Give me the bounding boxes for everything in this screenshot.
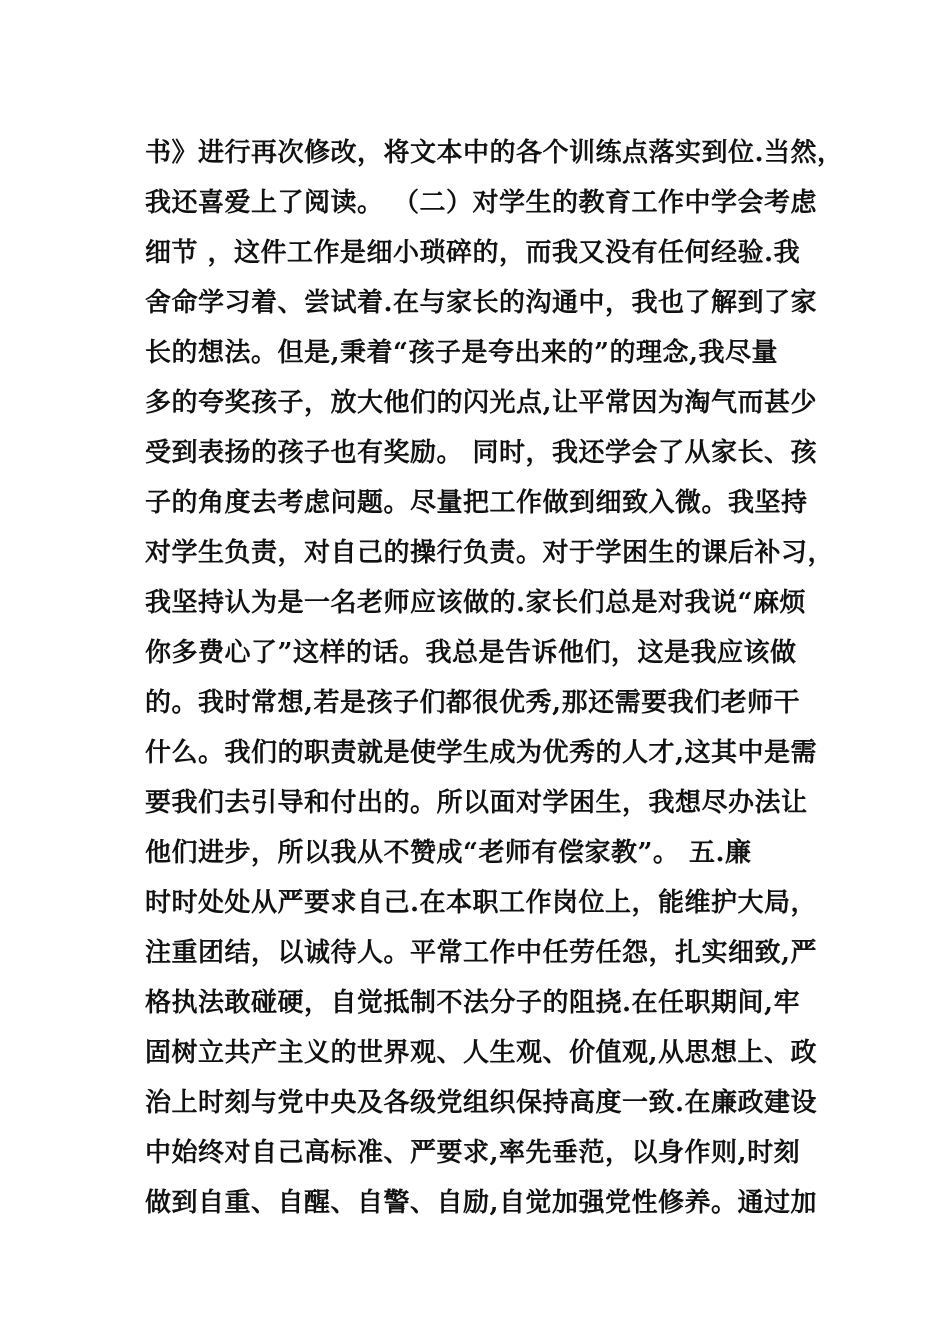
text-line: 什么。我们的职责就是使学生成为优秀的人才,这其中是需 — [145, 738, 818, 768]
text-line: 你多费心了”这样的话。我总是告诉他们，这是我应该做 — [145, 638, 797, 668]
text-line: 做到自重、自醒、自警、自励,自觉加强党性修养。通过加 — [145, 1188, 818, 1218]
text-line: 时时处处从严要求自己.在本职工作岗位上，能维护大局， — [145, 888, 818, 918]
text-line: 受到表扬的孩子也有奖励。 同时，我还学会了从家长、孩 — [145, 438, 818, 468]
text-line: 格执法敢碰硬，自觉抵制不法分子的阻挠.在任职期间,牢 — [145, 988, 801, 1018]
text-line: 我还喜爱上了阅读。 （二）对学生的教育工作中学会考虑 — [145, 188, 818, 218]
text-line: 注重团结，以诚待人。平常工作中任劳任怨，扎实细致,严 — [145, 938, 818, 968]
text-line: 他们进步，所以我从不赞成“老师有偿家教”。 五.廉 — [145, 838, 752, 868]
text-line: 的。我时常想,若是孩子们都很优秀,那还需要我们老师干 — [145, 688, 801, 718]
body-text — [145, 128, 844, 1228]
text-line: 细节 ，这件工作是细小琐碎的，而我又没有任何经验.我 — [145, 238, 801, 268]
text-line: 中始终对自己高标准、严要求,率先垂范，以身作则,时刻 — [145, 1138, 801, 1168]
text-line: 对学生负责，对自己的操行负责。对于学困生的课后补习， — [145, 538, 835, 568]
text-line: 舍命学习着、尝试着.在与家长的沟通中，我也了解到了家 — [145, 288, 818, 318]
text-line: 我坚持认为是一名老师应该做的.家长们总是对我说“麻烦 — [145, 588, 807, 618]
text-line: 固树立共产主义的世界观、人生观、价值观,从思想上、政 — [145, 1038, 818, 1068]
text-line: 治上时刻与党中央及各级党组织保持高度一致.在廉政建设 — [145, 1088, 818, 1118]
text-line: 多的夸奖孩子，放大他们的闪光点,让平常因为淘气而甚少 — [145, 388, 818, 418]
text-line: 书》进行再次修改，将文本中的各个训练点落实到位.当然， — [145, 138, 844, 168]
text-line: 子的角度去考虑问题。尽量把工作做到细致入微。我坚持 — [145, 488, 808, 518]
text-line: 长的想法。但是,秉着“孩子是夸出来的”的理念,我尽量 — [145, 338, 779, 368]
text-line: 要我们去引导和付出的。所以面对学困生，我想尽办法让 — [145, 788, 808, 818]
